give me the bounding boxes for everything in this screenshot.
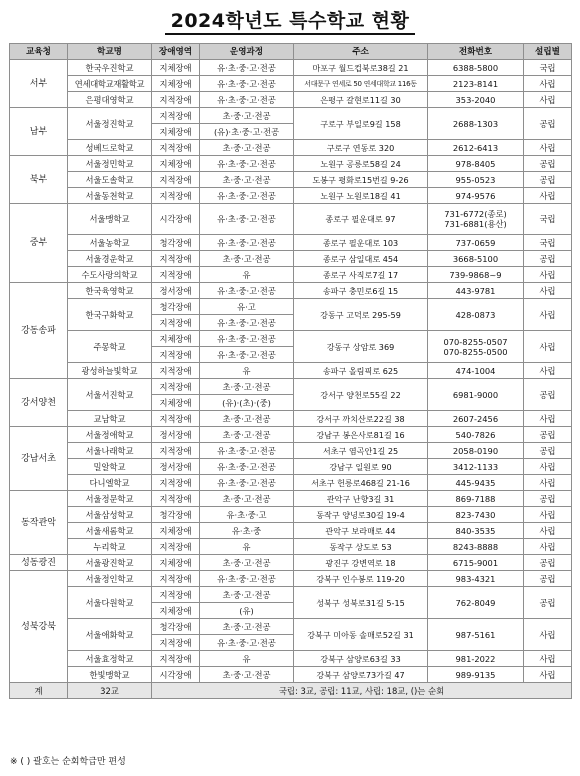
phone: 3412-1133 (428, 459, 524, 475)
region-cell: 강서양천 (10, 379, 68, 427)
course: 유·초·중·고·전공 (200, 235, 294, 251)
school-name: 다니엘학교 (68, 475, 152, 491)
course: 유 (200, 539, 294, 555)
table-row (10, 108, 572, 124)
disability-area: 지적장애 (152, 188, 200, 204)
table-row (10, 539, 572, 555)
address: 강서구 까치산로22길 38 (294, 411, 428, 427)
founding-type: 공립 (524, 491, 572, 507)
disability-area: 지적장애 (152, 251, 200, 267)
founding-type: 사립 (524, 459, 572, 475)
course: (유)·초·중·고·전공 (200, 124, 294, 140)
course: 유·초·중·고·전공 (200, 315, 294, 331)
address: 송파구 올림픽로 625 (294, 363, 428, 379)
phone: 981-2022 (428, 651, 524, 667)
address: 강북구 삼양로63길 33 (294, 651, 428, 667)
founding-type: 공립 (524, 555, 572, 571)
table-row (10, 331, 572, 347)
phone (428, 204, 524, 235)
total-summary: 국립: 3교, 공립: 11교, 사립: 18교, ()는 순회 (152, 683, 572, 699)
table-row (10, 60, 572, 76)
school-name: 서울도솔학교 (68, 172, 152, 188)
school-name: 한빛맹학교 (68, 667, 152, 683)
disability-area: 지체장애 (152, 555, 200, 571)
school-name: 밀알학교 (68, 459, 152, 475)
disability-area: 지적장애 (152, 443, 200, 459)
disability-area: 지적장애 (152, 315, 200, 331)
table-row (10, 443, 572, 459)
school-table (9, 43, 572, 699)
school-name: 서울정민학교 (68, 156, 152, 172)
phone: 739-9868~9 (428, 267, 524, 283)
phone: 987-5161 (428, 619, 524, 651)
table-row (10, 283, 572, 299)
course: 초·중·고·전공 (200, 108, 294, 124)
total-count: 32교 (68, 683, 152, 699)
table-row (10, 251, 572, 267)
founding-type: 공립 (524, 379, 572, 411)
page-title (0, 6, 580, 33)
disability-area: 지적장애 (152, 267, 200, 283)
disability-area: 지적장애 (152, 172, 200, 188)
table-row (10, 140, 572, 156)
school-name: 서울서진학교 (68, 379, 152, 411)
founding-type: 공립 (524, 571, 572, 587)
school-name: 서울효정학교 (68, 651, 152, 667)
address: 관악구 난향3길 31 (294, 491, 428, 507)
course: 초·중·고·전공 (200, 491, 294, 507)
disability-area: 청각장애 (152, 507, 200, 523)
table-row (10, 299, 572, 315)
phone: 6981-9000 (428, 379, 524, 411)
disability-area: 시각장애 (152, 667, 200, 683)
disability-area: 청각장애 (152, 299, 200, 315)
region-cell: 강동송파 (10, 283, 68, 379)
school-name: 주몽학교 (68, 331, 152, 363)
region-cell: 남부 (10, 108, 68, 156)
disability-area: 지적장애 (152, 108, 200, 124)
founding-type: 국립 (524, 204, 572, 235)
table-row (10, 555, 572, 571)
address: 노원구 공릉로58길 24 (294, 156, 428, 172)
phone: 978-8405 (428, 156, 524, 172)
phone: 955-0523 (428, 172, 524, 188)
phone-line: 070-8255-0507 (443, 336, 508, 347)
table-row (10, 491, 572, 507)
course: 유·초·중·고·전공 (200, 331, 294, 347)
table-row (10, 204, 572, 235)
founding-type: 사립 (524, 267, 572, 283)
founding-type: 사립 (524, 619, 572, 651)
region-cell: 북부 (10, 156, 68, 204)
disability-area: 청각장애 (152, 619, 200, 635)
course: 유·초·중·고·전공 (200, 60, 294, 76)
disability-area: 지적장애 (152, 140, 200, 156)
school-name: 서울광진학교 (68, 555, 152, 571)
course: 초·중·고·전공 (200, 251, 294, 267)
disability-area: 지체장애 (152, 331, 200, 347)
course: 유·초·중 (200, 523, 294, 539)
school-name: 서울정문학교 (68, 491, 152, 507)
phone: 840-3535 (428, 523, 524, 539)
course: 유·초·중·고·전공 (200, 283, 294, 299)
header-cell: 주소 (294, 44, 428, 60)
disability-area: 지적장애 (152, 587, 200, 603)
phone: 2688-1303 (428, 108, 524, 140)
phone: 8243-8888 (428, 539, 524, 555)
table-row (10, 587, 572, 603)
phone: 540-7826 (428, 427, 524, 443)
address: 종로구 사직로7길 17 (294, 267, 428, 283)
phone: 353-2040 (428, 92, 524, 108)
phone: 3668-5100 (428, 251, 524, 267)
total-label: 계 (10, 683, 68, 699)
disability-area: 지적장애 (152, 571, 200, 587)
disability-area: 지적장애 (152, 651, 200, 667)
founding-type: 사립 (524, 411, 572, 427)
table-row (10, 76, 572, 92)
address: 노원구 노원로18길 41 (294, 188, 428, 204)
disability-area: 청각장애 (152, 235, 200, 251)
course: 초·중·고·전공 (200, 427, 294, 443)
header-cell: 운영과정 (200, 44, 294, 60)
phone: 974-9576 (428, 188, 524, 204)
course: 초·중·고·전공 (200, 619, 294, 635)
course: 유·초·중·고·전공 (200, 635, 294, 651)
founding-type: 사립 (524, 651, 572, 667)
school-name: 연세대학교재활학교 (68, 76, 152, 92)
course: 유·초·중·고 (200, 507, 294, 523)
phone: 428-0873 (428, 299, 524, 331)
school-name: 한국육영학교 (68, 283, 152, 299)
table-row (10, 172, 572, 188)
disability-area: 지체장애 (152, 124, 200, 140)
region-cell: 성동광진 (10, 555, 68, 571)
founding-type: 사립 (524, 188, 572, 204)
header-cell: 학교명 (68, 44, 152, 60)
region-cell: 강남서초 (10, 427, 68, 491)
founding-type: 사립 (524, 475, 572, 491)
disability-area: 지적장애 (152, 379, 200, 395)
course: 유·초·중·고·전공 (200, 92, 294, 108)
phone: 6388-5800 (428, 60, 524, 76)
disability-area: 지체장애 (152, 523, 200, 539)
founding-type: 사립 (524, 299, 572, 331)
address: 마포구 월드컵북로38길 21 (294, 60, 428, 76)
disability-area: 지적장애 (152, 347, 200, 363)
address: 관악구 보라매로 44 (294, 523, 428, 539)
disability-area: 지적장애 (152, 635, 200, 651)
school-name: 성베드로학교 (68, 140, 152, 156)
table-row (10, 267, 572, 283)
phone: 2123-8141 (428, 76, 524, 92)
school-name: 서울정애학교 (68, 427, 152, 443)
address: 종로구 필운대로 97 (294, 204, 428, 235)
school-name: 서울농학교 (68, 235, 152, 251)
disability-area: 지체장애 (152, 60, 200, 76)
region-cell: 성북강북 (10, 571, 68, 683)
disability-area: 지체장애 (152, 76, 200, 92)
course: 유 (200, 267, 294, 283)
address: 강북구 삼양로73가길 47 (294, 667, 428, 683)
school-name: 서울나래학교 (68, 443, 152, 459)
disability-area: 지체장애 (152, 603, 200, 619)
course: 유·초·중·고·전공 (200, 459, 294, 475)
disability-area: 지적장애 (152, 363, 200, 379)
school-name: 광성하늘빛학교 (68, 363, 152, 379)
course: 초·중·고·전공 (200, 172, 294, 188)
founding-type: 공립 (524, 108, 572, 140)
disability-area: 지적장애 (152, 411, 200, 427)
address: 서초구 헌릉로468길 21-16 (294, 475, 428, 491)
school-name: 서울삼성학교 (68, 507, 152, 523)
disability-area: 시각장애 (152, 204, 200, 235)
phone: 445-9435 (428, 475, 524, 491)
school-name: 서울맹학교 (68, 204, 152, 235)
footnote: ※ ( ) 괄호는 순회학급만 편성 (10, 757, 126, 767)
region-cell: 서부 (10, 60, 68, 108)
school-name: 은평대영학교 (68, 92, 152, 108)
disability-area: 지체장애 (152, 395, 200, 411)
disability-area: 정서장애 (152, 427, 200, 443)
phone: 869-7188 (428, 491, 524, 507)
disability-area: 지체장애 (152, 156, 200, 172)
school-name: 서울정인학교 (68, 571, 152, 587)
founding-type: 사립 (524, 76, 572, 92)
course: 유 (200, 363, 294, 379)
disability-area: 정서장애 (152, 283, 200, 299)
total-row (10, 683, 572, 699)
phone: 737-0659 (428, 235, 524, 251)
phone: 443-9781 (428, 283, 524, 299)
course: 유·초·중·고·전공 (200, 347, 294, 363)
course: (유) (200, 603, 294, 619)
table-row (10, 379, 572, 395)
address: 구로구 부일로9길 158 (294, 108, 428, 140)
school-name: 서울동천학교 (68, 188, 152, 204)
disability-area: 지적장애 (152, 475, 200, 491)
founding-type: 사립 (524, 283, 572, 299)
founding-type: 국립 (524, 60, 572, 76)
phone-line: 731-6772(종로) (444, 209, 507, 219)
school-name: 교남학교 (68, 411, 152, 427)
course: 유·초·중·고·전공 (200, 204, 294, 235)
course: 초·중·고·전공 (200, 555, 294, 571)
header-cell: 설립별 (524, 44, 572, 60)
course: (유)·(초)·(중) (200, 395, 294, 411)
founding-type: 사립 (524, 331, 572, 363)
address: 강동구 상암로 369 (294, 331, 428, 363)
header-cell: 장애영역 (152, 44, 200, 60)
school-name: 수도사랑의학교 (68, 267, 152, 283)
phone-line: 731-6881(용산) (444, 219, 507, 229)
address: 종로구 삼일대로 454 (294, 251, 428, 267)
phone: 2612-6413 (428, 140, 524, 156)
school-name: 한국구화학교 (68, 299, 152, 331)
address: 구로구 연동로 320 (294, 140, 428, 156)
phone: 2058-0190 (428, 443, 524, 459)
address: 강북구 인수봉로 119-20 (294, 571, 428, 587)
table-row (10, 619, 572, 635)
address: 광진구 강변역로 18 (294, 555, 428, 571)
table-row (10, 667, 572, 683)
table-row (10, 459, 572, 475)
phone: 6715-9001 (428, 555, 524, 571)
table-row (10, 651, 572, 667)
school-name: 서울애화학교 (68, 619, 152, 651)
school-name: 서울다원학교 (68, 587, 152, 619)
phone: 762-8049 (428, 587, 524, 619)
course: 초·중·고·전공 (200, 587, 294, 603)
phone: 823-7430 (428, 507, 524, 523)
school-name: 서울경운학교 (68, 251, 152, 267)
table-row (10, 475, 572, 491)
phone: 983-4321 (428, 571, 524, 587)
founding-type: 국립 (524, 235, 572, 251)
address: 성북구 성북로31길 5-15 (294, 587, 428, 619)
table-row (10, 571, 572, 587)
founding-type: 공립 (524, 251, 572, 267)
table-row (10, 507, 572, 523)
region-cell: 중부 (10, 204, 68, 283)
table-row (10, 427, 572, 443)
address: 도봉구 평화로15번길 9-26 (294, 172, 428, 188)
table-row (10, 235, 572, 251)
school-name: 한국우진학교 (68, 60, 152, 76)
course: 유·초·중·고·전공 (200, 475, 294, 491)
course: 초·중·고·전공 (200, 379, 294, 395)
table-row (10, 523, 572, 539)
disability-area: 지적장애 (152, 539, 200, 555)
founding-type: 사립 (524, 539, 572, 555)
founding-type: 공립 (524, 172, 572, 188)
founding-type: 사립 (524, 507, 572, 523)
address: 송파구 충민로6길 15 (294, 283, 428, 299)
course: 유·초·중·고·전공 (200, 156, 294, 172)
course: 초·중·고·전공 (200, 140, 294, 156)
disability-area: 정서장애 (152, 459, 200, 475)
founding-type: 공립 (524, 443, 572, 459)
address: 은평구 갈현로11길 30 (294, 92, 428, 108)
founding-type: 공립 (524, 156, 572, 172)
address: 강동구 고덕로 295-59 (294, 299, 428, 331)
founding-type: 사립 (524, 140, 572, 156)
founding-type: 공립 (524, 427, 572, 443)
founding-type: 사립 (524, 363, 572, 379)
phone: 2607-2456 (428, 411, 524, 427)
founding-type: 사립 (524, 92, 572, 108)
address: 강북구 미아동 솔매로52길 31 (294, 619, 428, 651)
school-name: 서울새롬학교 (68, 523, 152, 539)
address: 서초구 염곡안1길 25 (294, 443, 428, 459)
address: 동작구 양녕로30길 19-4 (294, 507, 428, 523)
disability-area: 지적장애 (152, 92, 200, 108)
course: 유 (200, 651, 294, 667)
phone: 474-1004 (428, 363, 524, 379)
address: 강남구 봉은사로81길 16 (294, 427, 428, 443)
school-name: 누리학교 (68, 539, 152, 555)
header-cell: 전화번호 (428, 44, 524, 60)
address: 강서구 양천로55길 22 (294, 379, 428, 411)
table-row (10, 188, 572, 204)
course: 유·초·중·고·전공 (200, 76, 294, 92)
page-title-text: 2024학년도 특수학교 현황 (165, 10, 416, 35)
disability-area: 지적장애 (152, 491, 200, 507)
school-name: 서울정진학교 (68, 108, 152, 140)
course: 유·초·중·고·전공 (200, 571, 294, 587)
founding-type: 공립 (524, 587, 572, 619)
course: 초·중·고·전공 (200, 411, 294, 427)
course: 유·초·중·고·전공 (200, 443, 294, 459)
table-row (10, 411, 572, 427)
course: 유·고 (200, 299, 294, 315)
course: 유·초·중·고·전공 (200, 188, 294, 204)
address: 종로구 필운대로 103 (294, 235, 428, 251)
header-row (10, 44, 572, 60)
region-cell: 동작관악 (10, 491, 68, 555)
phone-line: 070-8255-0500 (443, 346, 508, 357)
address: 강남구 일원로 90 (294, 459, 428, 475)
address: 서대문구 연세로 50 연세대학교 116동 (294, 76, 428, 92)
table-row (10, 92, 572, 108)
founding-type: 사립 (524, 667, 572, 683)
phone: 989-9135 (428, 667, 524, 683)
founding-type: 사립 (524, 523, 572, 539)
table-row (10, 156, 572, 172)
table-row (10, 363, 572, 379)
header-cell: 교육청 (10, 44, 68, 60)
address: 동작구 상도로 53 (294, 539, 428, 555)
course: 초·중·고·전공 (200, 667, 294, 683)
phone (428, 331, 524, 363)
